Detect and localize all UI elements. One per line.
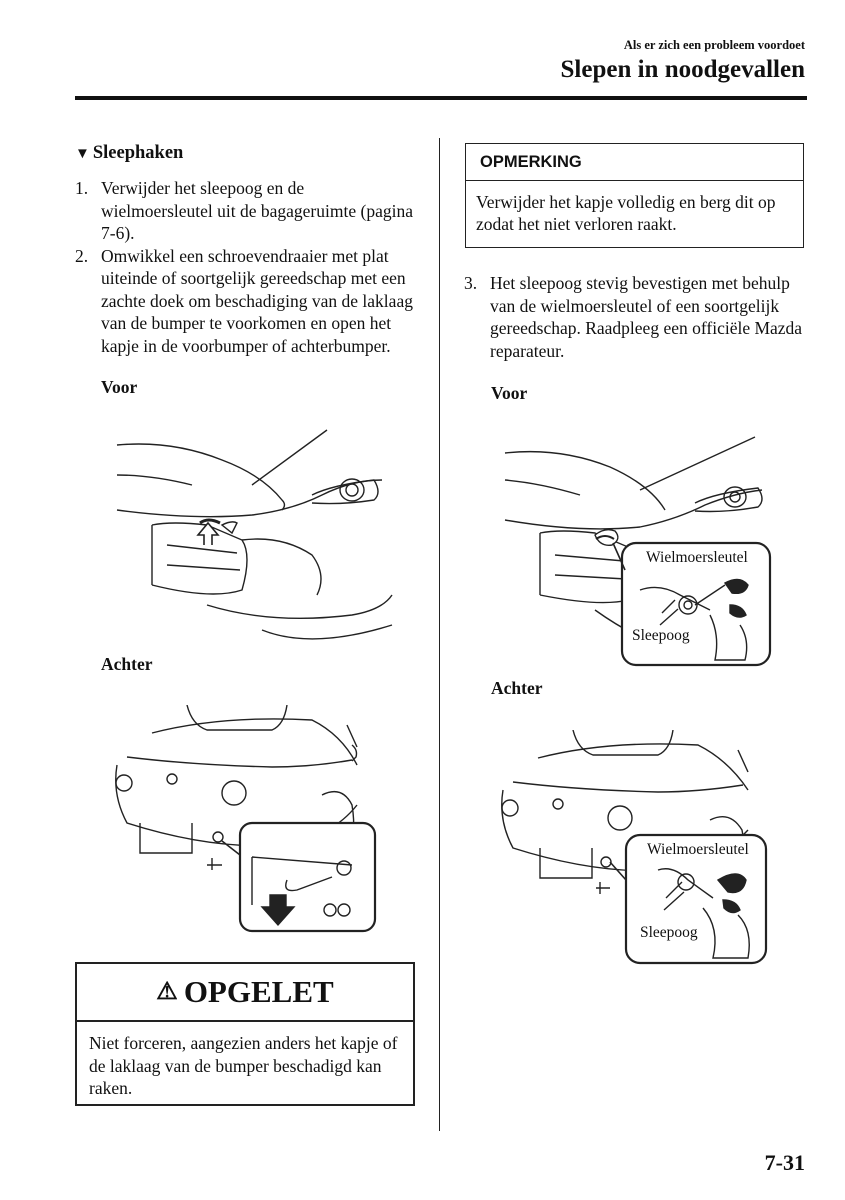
column-divider (439, 138, 440, 1131)
chapter-title: Als er zich een probleem voordoet (623, 38, 805, 52)
front-label-left: Voor (101, 377, 138, 397)
rear-label-right: Achter (491, 678, 543, 698)
list-item (75, 245, 415, 358)
steps-list-right (464, 272, 809, 362)
list-item (464, 272, 809, 362)
callout-towing-eye-rear: Sleepoog (640, 924, 698, 941)
section-heading-text: Sleephaken (92, 143, 184, 163)
caution-box (75, 962, 415, 1106)
warning-triangle-icon: ⚠ (156, 979, 178, 1005)
note-box (465, 143, 804, 248)
note-heading: OPMERKING (466, 144, 803, 181)
step-number: 1. (75, 178, 89, 198)
callout-towing-eye-front: Sleepoog (632, 627, 690, 644)
page-title: Slepen in noodgevallen (560, 56, 805, 83)
list-item (75, 177, 415, 245)
step-text: Verwijder het sleepoog en de wielmoersleutel uit de bagageruimte (pagina 7-6). (101, 178, 413, 243)
header-rule (75, 96, 807, 100)
triangle-marker-icon: ▼ (75, 146, 90, 162)
section-heading (75, 143, 183, 164)
step-text: Omwikkel een schroevendraaier met plat uiteinde of soortgelijk gereedschap met een zachte doek om beschadiging van de laklaag van de bumper te voorkomen en open het kapje in de voorbumper of achterbumper. (101, 245, 413, 356)
note-text: Verwijder het kapje volledig en berg dit op zodat het niet verloren raakt. (476, 192, 776, 234)
rear-bumper-illustration (112, 705, 382, 935)
rear-label-left: Achter (101, 654, 153, 674)
page-number: 7-31 (764, 1150, 805, 1175)
callout-wheel-wrench-front: Wielmoersleutel (646, 549, 748, 566)
front-bumper-illustration (112, 425, 397, 650)
steps-list-left (75, 177, 415, 357)
caution-heading-text: OPGELET (183, 974, 334, 1009)
step-number: 3. (464, 273, 478, 293)
front-label-right: Voor (491, 383, 528, 403)
step-number: 2. (75, 245, 89, 266)
callout-wheel-wrench-rear: Wielmoersleutel (647, 841, 749, 858)
caution-text: Niet forceren, aangezien anders het kapje of de laklaag van de bumper beschadigd kan raken. (89, 1033, 398, 1098)
caution-heading (77, 964, 413, 1022)
step-text: Het sleepoog stevig bevestigen met behulp van de wielmoersleutel of een soortgelijk gereedschap. Raadpleeg een officiële Mazda reparateur. (490, 273, 803, 361)
